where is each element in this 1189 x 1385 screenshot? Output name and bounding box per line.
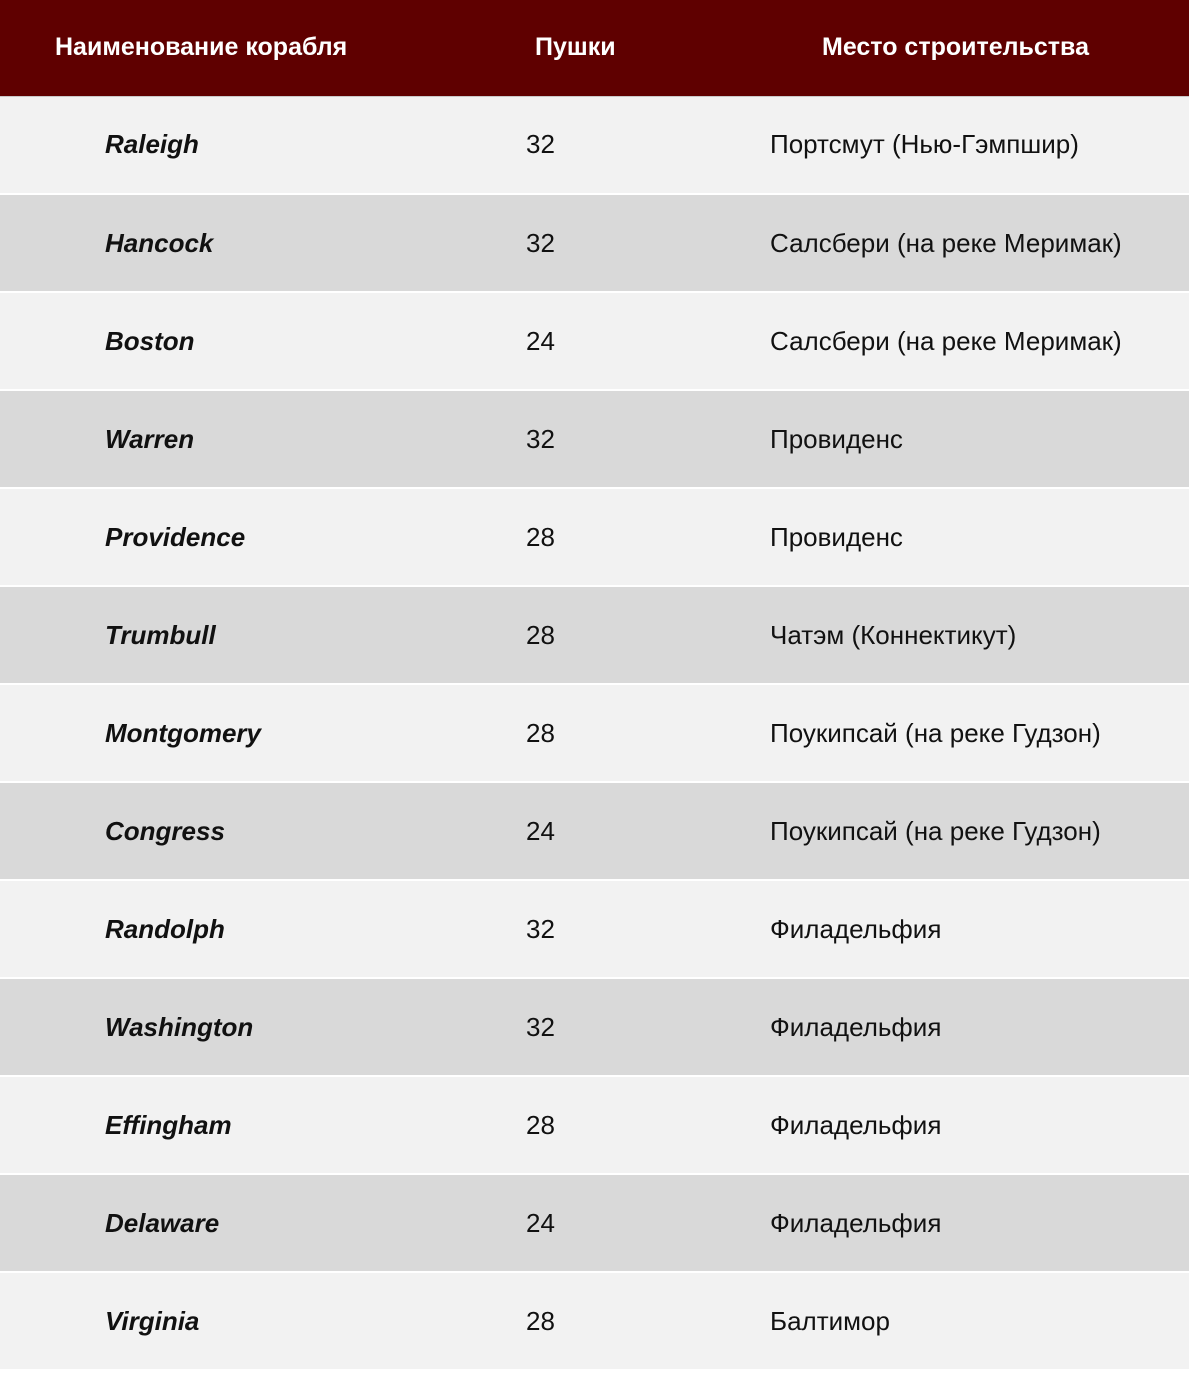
- guns-cell: 28: [465, 586, 665, 684]
- guns-cell: 28: [465, 684, 665, 782]
- table-row: [0, 586, 1189, 684]
- guns-cell: 24: [465, 782, 665, 880]
- build-place-cell: Поукипсай (на реке Гудзон): [665, 684, 1189, 782]
- build-place-cell: Салсбери (на реке Меримак): [665, 194, 1189, 292]
- guns-cell: 24: [465, 292, 665, 390]
- build-place-cell: Портсмут (Нью-Гэмпшир): [665, 96, 1189, 194]
- ship-name-cell: Washington: [0, 978, 465, 1076]
- table-row: [0, 292, 1189, 390]
- ship-name-cell: Warren: [0, 390, 465, 488]
- build-place-cell: Салсбери (на реке Меримак): [665, 292, 1189, 390]
- table-header-row: [0, 0, 1189, 96]
- header-ship-name: Наименование корабля: [0, 0, 465, 96]
- header-guns: Пушки: [465, 0, 665, 96]
- build-place-cell: Поукипсай (на реке Гудзон): [665, 782, 1189, 880]
- table-row: [0, 684, 1189, 782]
- build-place-cell: Чатэм (Коннектикут): [665, 586, 1189, 684]
- table-row: [0, 782, 1189, 880]
- ship-name-cell: Boston: [0, 292, 465, 390]
- ship-name-cell: Delaware: [0, 1174, 465, 1272]
- table-row: [0, 390, 1189, 488]
- build-place-cell: Филадельфия: [665, 1174, 1189, 1272]
- ship-name-cell: Effingham: [0, 1076, 465, 1174]
- build-place-cell: Балтимор: [665, 1272, 1189, 1370]
- guns-cell: 28: [465, 1272, 665, 1370]
- table-body: [0, 96, 1189, 1370]
- header-build-place: Место строительства: [665, 0, 1189, 96]
- build-place-cell: Филадельфия: [665, 880, 1189, 978]
- ship-name-cell: Hancock: [0, 194, 465, 292]
- guns-cell: 32: [465, 880, 665, 978]
- build-place-cell: Провиденс: [665, 488, 1189, 586]
- build-place-cell: Филадельфия: [665, 978, 1189, 1076]
- guns-cell: 32: [465, 390, 665, 488]
- table-row: [0, 880, 1189, 978]
- guns-cell: 28: [465, 488, 665, 586]
- table-row: [0, 488, 1189, 586]
- ship-name-cell: Providence: [0, 488, 465, 586]
- table-row: [0, 978, 1189, 1076]
- table-row: [0, 194, 1189, 292]
- ship-name-cell: Raleigh: [0, 96, 465, 194]
- ship-name-cell: Randolph: [0, 880, 465, 978]
- guns-cell: 32: [465, 978, 665, 1076]
- ship-name-cell: Virginia: [0, 1272, 465, 1370]
- guns-cell: 32: [465, 96, 665, 194]
- table-row: [0, 1174, 1189, 1272]
- guns-cell: 28: [465, 1076, 665, 1174]
- guns-cell: 24: [465, 1174, 665, 1272]
- guns-cell: 32: [465, 194, 665, 292]
- ship-name-cell: Congress: [0, 782, 465, 880]
- build-place-cell: Филадельфия: [665, 1076, 1189, 1174]
- table-row: [0, 1272, 1189, 1370]
- ship-name-cell: Trumbull: [0, 586, 465, 684]
- build-place-cell: Провиденс: [665, 390, 1189, 488]
- table-row: [0, 1076, 1189, 1174]
- table-row: [0, 96, 1189, 194]
- ship-name-cell: Montgomery: [0, 684, 465, 782]
